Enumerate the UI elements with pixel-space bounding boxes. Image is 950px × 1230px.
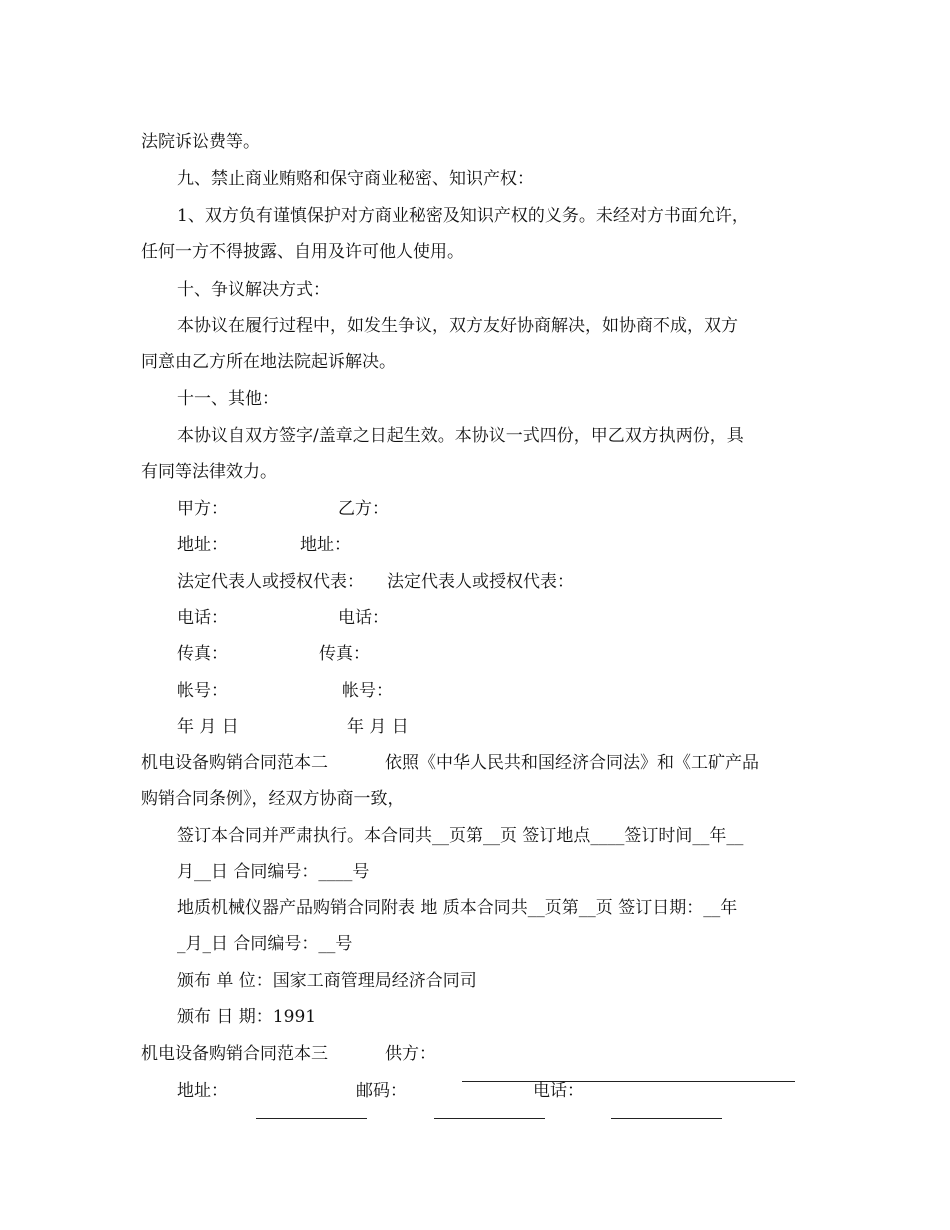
- fill-in-blank: [256, 1102, 367, 1119]
- paragraph-line: 本协议在履行过程中，如发生争议，双方友好协商解决，如协商不成，双方: [177, 316, 738, 336]
- issuer-line: 颁布 单 位：国家工商管理局经济合同司: [177, 971, 477, 991]
- date-a-label: 年 月 日: [177, 717, 239, 737]
- party-b-label: 乙方：: [338, 499, 389, 519]
- representative-a-label: 法定代表人或授权代表：: [177, 572, 364, 592]
- fill-in-blank: [611, 1102, 722, 1119]
- address-b-label: 地址：: [300, 535, 351, 555]
- paragraph-line: 地质机械仪器产品购销合同附表 地 质本合同共__页第__页 签订日期：__年: [177, 898, 738, 918]
- paragraph-line: 购销合同条例》，经双方协商一致，: [141, 789, 405, 809]
- paragraph-line: 任何一方不得披露、自用及许可他人使用。: [141, 242, 464, 262]
- section-heading-10: 十、争议解决方式：: [177, 280, 330, 300]
- paragraph-line: 同意由乙方所在地法院起诉解决。: [141, 352, 396, 372]
- date-b-label: 年 月 日: [347, 717, 409, 737]
- address-label: 地址：: [177, 1081, 228, 1101]
- zip-label: 邮码：: [356, 1081, 407, 1101]
- phone-label: 电话：: [533, 1081, 584, 1101]
- section-heading-9: 九、禁止商业贿赂和保守商业秘密、知识产权：: [177, 169, 534, 189]
- template-2-title: 机电设备购销合同范本二: [141, 753, 328, 773]
- account-a-label: 帐号：: [177, 681, 228, 701]
- paragraph-line: _月_日 合同编号：__号: [177, 934, 353, 954]
- representative-b-label: 法定代表人或授权代表：: [387, 572, 574, 592]
- phone-b-label: 电话：: [338, 608, 389, 628]
- address-a-label: 地址：: [177, 535, 228, 555]
- issue-date-line: 颁布 日 期：1991: [177, 1007, 317, 1027]
- paragraph-line: 有同等法律效力。: [141, 462, 277, 482]
- paragraph-line: 签订本合同并严肃执行。本合同共__页第__页 签订地点____签订时间__年__: [177, 826, 744, 846]
- phone-a-label: 电话：: [177, 608, 228, 628]
- supplier-label: 供方：: [385, 1044, 436, 1064]
- fax-a-label: 传真：: [177, 644, 228, 664]
- party-a-label: 甲方：: [177, 499, 228, 519]
- paragraph-line: 法院诉讼费等。: [141, 132, 260, 152]
- address-blank: [234, 1080, 367, 1147]
- account-b-label: 帐号：: [342, 681, 393, 701]
- paragraph-line: 月__日 合同编号：____号: [177, 862, 370, 882]
- paragraph-line: 1、双方负有谨慎保护对方商业秘密及知识产权的义务。未经对方书面允许，: [177, 206, 749, 226]
- section-heading-11: 十一、其他：: [177, 389, 279, 409]
- paragraph-line: 依照《中华人民共和国经济合同法》和《工矿产品: [385, 753, 759, 773]
- fill-in-blank: [434, 1102, 545, 1119]
- phone-blank: [589, 1080, 722, 1147]
- paragraph-line: 本协议自双方签字/盖章之日起生效。本协议一式四份，甲乙双方执两份，具: [177, 426, 744, 446]
- zip-blank: [412, 1080, 545, 1147]
- fax-b-label: 传真：: [319, 644, 370, 664]
- template-3-title: 机电设备购销合同范本三: [141, 1044, 328, 1064]
